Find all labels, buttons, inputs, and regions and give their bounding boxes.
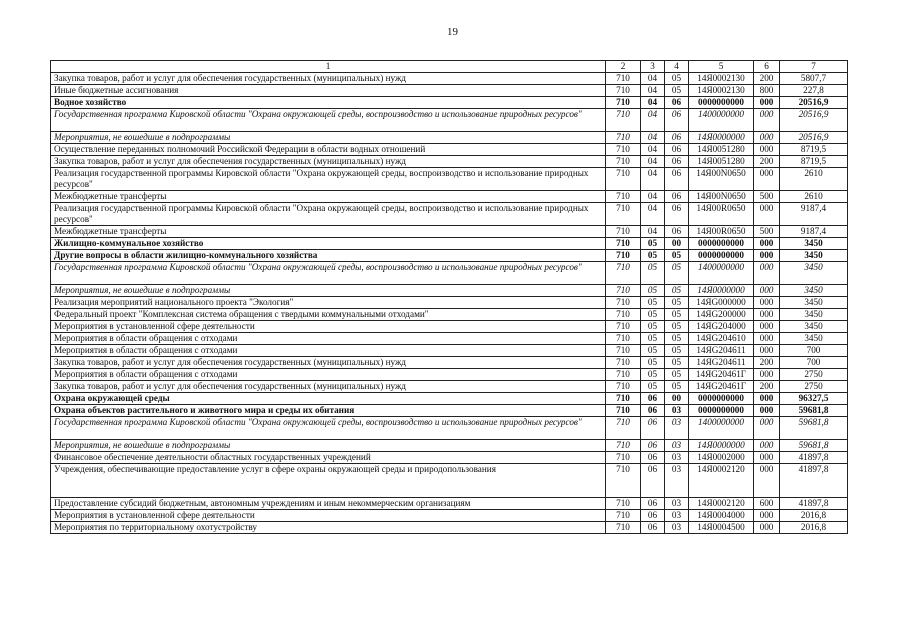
row-name-cell: Мероприятия, не вошедшие в подпрограммы <box>51 285 606 297</box>
row-code-cell: 710 <box>606 405 641 417</box>
row-target-cell: 14Я0000000 <box>689 440 754 452</box>
row-code-cell: 710 <box>606 262 641 285</box>
row-subsection-cell: 06 <box>665 191 689 203</box>
table-row <box>51 333 848 345</box>
row-amount-cell: 2016,8 <box>780 510 848 522</box>
row-amount-cell: 3450 <box>780 321 848 333</box>
row-subsection-cell: 06 <box>665 203 689 226</box>
row-name-cell: Мероприятия в области обращения с отходами <box>51 333 606 345</box>
row-expense-type-cell: 000 <box>754 297 780 309</box>
row-target-cell: 14Я0004000 <box>689 510 754 522</box>
row-name-cell: Межбюджетные трансферты <box>51 191 606 203</box>
row-target-cell: 0000000000 <box>689 250 754 262</box>
row-expense-type-cell: 000 <box>754 144 780 156</box>
row-target-cell: 14ЯG200000 <box>689 309 754 321</box>
row-expense-type-cell: 000 <box>754 203 780 226</box>
row-name-cell: Другие вопросы в области жилищно-коммунального хозяйства <box>51 250 606 262</box>
row-code-cell: 710 <box>606 522 641 534</box>
row-expense-type-cell: 200 <box>754 357 780 369</box>
table-row <box>51 168 848 191</box>
row-target-cell: 14ЯG204610 <box>689 333 754 345</box>
table-row <box>51 417 848 440</box>
row-expense-type-cell: 000 <box>754 522 780 534</box>
row-code-cell: 710 <box>606 191 641 203</box>
row-code-cell: 710 <box>606 309 641 321</box>
row-target-cell: 14ЯG204000 <box>689 321 754 333</box>
row-code-cell: 710 <box>606 297 641 309</box>
row-section-cell: 04 <box>641 132 665 144</box>
row-subsection-cell: 03 <box>665 498 689 510</box>
table-row <box>51 97 848 109</box>
row-name-cell: Мероприятия, не вошедшие в подпрограммы <box>51 440 606 452</box>
row-code-cell: 710 <box>606 369 641 381</box>
row-expense-type-cell: 000 <box>754 405 780 417</box>
row-code-cell: 710 <box>606 285 641 297</box>
row-name-cell: Водное хозяйство <box>51 97 606 109</box>
row-expense-type-cell: 200 <box>754 73 780 85</box>
table-row <box>51 309 848 321</box>
row-subsection-cell: 05 <box>665 85 689 97</box>
row-expense-type-cell: 000 <box>754 262 780 285</box>
row-expense-type-cell: 000 <box>754 238 780 250</box>
row-target-cell: 14ЯG000000 <box>689 297 754 309</box>
row-target-cell: 0000000000 <box>689 393 754 405</box>
row-code-cell: 710 <box>606 73 641 85</box>
row-code-cell: 710 <box>606 85 641 97</box>
row-amount-cell: 227,8 <box>780 85 848 97</box>
row-amount-cell: 41897,8 <box>780 464 848 498</box>
row-target-cell: 1400000000 <box>689 262 754 285</box>
row-name-cell: Закупка товаров, работ и услуг для обеспечения государственных (муниципальных) нужд <box>51 156 606 168</box>
table-row <box>51 510 848 522</box>
row-subsection-cell: 05 <box>665 345 689 357</box>
row-code-cell: 710 <box>606 203 641 226</box>
row-amount-cell: 96327,5 <box>780 393 848 405</box>
row-name-cell: Закупка товаров, работ и услуг для обеспечения государственных (муниципальных) нужд <box>51 73 606 85</box>
row-name-cell: Жилищно-коммунальное хозяйство <box>51 238 606 250</box>
row-section-cell: 06 <box>641 452 665 464</box>
table-body <box>51 73 848 534</box>
table-row <box>51 262 848 285</box>
row-name-cell: Государственная программа Кировской области "Охрана окружающей среды, воспроизводство и использование природных ресурсов" <box>51 417 606 440</box>
table-row <box>51 73 848 85</box>
row-subsection-cell: 05 <box>665 357 689 369</box>
row-subsection-cell: 00 <box>665 393 689 405</box>
row-amount-cell: 3450 <box>780 309 848 321</box>
row-code-cell: 710 <box>606 156 641 168</box>
row-amount-cell: 2610 <box>780 168 848 191</box>
row-subsection-cell: 03 <box>665 522 689 534</box>
table-row <box>51 285 848 297</box>
row-section-cell: 05 <box>641 321 665 333</box>
row-name-cell: Учреждения, обеспечивающие предоставление услуг в сфере охраны окружающей среды и природопользования <box>51 464 606 498</box>
row-code-cell: 710 <box>606 144 641 156</box>
row-name-cell: Реализация государственной программы Кировской области "Охрана окружающей среды, воспроизводство и использование природных ресурсов" <box>51 203 606 226</box>
row-name-cell: Мероприятия в установленной сфере деятельности <box>51 510 606 522</box>
row-name-cell: Мероприятия в установленной сфере деятельности <box>51 321 606 333</box>
row-target-cell: 14Я0002130 <box>689 85 754 97</box>
row-code-cell: 710 <box>606 498 641 510</box>
row-section-cell: 06 <box>641 440 665 452</box>
row-subsection-cell: 03 <box>665 417 689 440</box>
row-expense-type-cell: 000 <box>754 168 780 191</box>
page-number: 19 <box>447 26 458 38</box>
row-target-cell: 14Я0002000 <box>689 452 754 464</box>
row-section-cell: 06 <box>641 393 665 405</box>
row-name-cell: Закупка товаров, работ и услуг для обеспечения государственных (муниципальных) нужд <box>51 381 606 393</box>
column-header: 3 <box>641 61 665 73</box>
row-section-cell: 05 <box>641 250 665 262</box>
row-subsection-cell: 05 <box>665 321 689 333</box>
row-subsection-cell: 05 <box>665 369 689 381</box>
row-expense-type-cell: 000 <box>754 464 780 498</box>
row-name-cell: Предоставление субсидий бюджетным, автономным учреждениям и иным некоммерческим организациям <box>51 498 606 510</box>
row-section-cell: 05 <box>641 285 665 297</box>
row-expense-type-cell: 000 <box>754 369 780 381</box>
row-subsection-cell: 03 <box>665 510 689 522</box>
table-row <box>51 464 848 498</box>
row-subsection-cell: 06 <box>665 156 689 168</box>
row-subsection-cell: 05 <box>665 333 689 345</box>
row-section-cell: 04 <box>641 168 665 191</box>
row-code-cell: 710 <box>606 393 641 405</box>
row-section-cell: 04 <box>641 144 665 156</box>
row-amount-cell: 2750 <box>780 369 848 381</box>
row-section-cell: 06 <box>641 522 665 534</box>
row-amount-cell: 59681,8 <box>780 440 848 452</box>
row-subsection-cell: 05 <box>665 381 689 393</box>
row-section-cell: 05 <box>641 333 665 345</box>
row-subsection-cell: 03 <box>665 405 689 417</box>
row-target-cell: 14Я0004500 <box>689 522 754 534</box>
row-section-cell: 05 <box>641 238 665 250</box>
row-target-cell: 14ЯG204611 <box>689 345 754 357</box>
row-target-cell: 14Я0051280 <box>689 156 754 168</box>
row-subsection-cell: 05 <box>665 285 689 297</box>
row-subsection-cell: 06 <box>665 109 689 132</box>
row-name-cell: Реализация государственной программы Кировской области "Охрана окружающей среды, воспроизводство и использование природных ресурсов" <box>51 168 606 191</box>
row-code-cell: 710 <box>606 226 641 238</box>
row-expense-type-cell: 000 <box>754 345 780 357</box>
row-target-cell: 14Я0002120 <box>689 498 754 510</box>
row-code-cell: 710 <box>606 109 641 132</box>
row-target-cell: 14Я0002130 <box>689 73 754 85</box>
row-name-cell: Государственная программа Кировской области "Охрана окружающей среды, воспроизводство и использование природных ресурсов" <box>51 109 606 132</box>
row-code-cell: 710 <box>606 464 641 498</box>
table-row <box>51 250 848 262</box>
row-amount-cell: 3450 <box>780 238 848 250</box>
row-target-cell: 14Я00R0650 <box>689 226 754 238</box>
column-header: 5 <box>689 61 754 73</box>
row-name-cell: Охрана окружающей среды <box>51 393 606 405</box>
row-code-cell: 710 <box>606 440 641 452</box>
table-row <box>51 156 848 168</box>
row-expense-type-cell: 000 <box>754 417 780 440</box>
row-name-cell: Закупка товаров, работ и услуг для обеспечения государственных (муниципальных) нужд <box>51 357 606 369</box>
row-subsection-cell: 06 <box>665 168 689 191</box>
row-amount-cell: 20516,9 <box>780 132 848 144</box>
row-expense-type-cell: 000 <box>754 309 780 321</box>
row-amount-cell: 59681,8 <box>780 417 848 440</box>
row-name-cell: Осуществление переданных полномочий Российской Федерации в области водных отношений <box>51 144 606 156</box>
row-section-cell: 06 <box>641 417 665 440</box>
row-code-cell: 710 <box>606 97 641 109</box>
row-target-cell: 14Я00R0650 <box>689 203 754 226</box>
row-amount-cell: 3450 <box>780 333 848 345</box>
row-amount-cell: 8719,5 <box>780 144 848 156</box>
row-section-cell: 05 <box>641 369 665 381</box>
row-expense-type-cell: 000 <box>754 440 780 452</box>
row-target-cell: 14Я00N0650 <box>689 168 754 191</box>
row-section-cell: 04 <box>641 203 665 226</box>
row-amount-cell: 2016,8 <box>780 522 848 534</box>
budget-table <box>50 60 848 534</box>
row-subsection-cell: 00 <box>665 238 689 250</box>
row-amount-cell: 9187,4 <box>780 203 848 226</box>
column-header: 1 <box>51 61 606 73</box>
row-expense-type-cell: 500 <box>754 226 780 238</box>
table-row <box>51 144 848 156</box>
row-code-cell: 710 <box>606 510 641 522</box>
row-name-cell: Мероприятия, не вошедшие в подпрограммы <box>51 132 606 144</box>
column-header: 2 <box>606 61 641 73</box>
row-section-cell: 04 <box>641 73 665 85</box>
row-name-cell: Мероприятия по территориальному охотустройству <box>51 522 606 534</box>
row-subsection-cell: 06 <box>665 144 689 156</box>
row-target-cell: 1400000000 <box>689 417 754 440</box>
row-section-cell: 05 <box>641 262 665 285</box>
row-expense-type-cell: 000 <box>754 333 780 345</box>
row-subsection-cell: 06 <box>665 97 689 109</box>
row-code-cell: 710 <box>606 345 641 357</box>
row-expense-type-cell: 000 <box>754 109 780 132</box>
row-amount-cell: 700 <box>780 345 848 357</box>
row-code-cell: 710 <box>606 321 641 333</box>
row-section-cell: 05 <box>641 297 665 309</box>
row-expense-type-cell: 500 <box>754 191 780 203</box>
table-row <box>51 321 848 333</box>
row-expense-type-cell: 000 <box>754 393 780 405</box>
row-target-cell: 14Я0051280 <box>689 144 754 156</box>
table-row <box>51 85 848 97</box>
row-subsection-cell: 05 <box>665 250 689 262</box>
row-section-cell: 05 <box>641 381 665 393</box>
row-expense-type-cell: 000 <box>754 97 780 109</box>
row-subsection-cell: 05 <box>665 262 689 285</box>
table-row <box>51 191 848 203</box>
row-subsection-cell: 05 <box>665 297 689 309</box>
table-row <box>51 369 848 381</box>
table-row <box>51 132 848 144</box>
table-row <box>51 226 848 238</box>
row-expense-type-cell: 000 <box>754 452 780 464</box>
row-target-cell: 14Я0002120 <box>689 464 754 498</box>
row-section-cell: 04 <box>641 191 665 203</box>
row-amount-cell: 3450 <box>780 297 848 309</box>
row-section-cell: 04 <box>641 109 665 132</box>
row-expense-type-cell: 200 <box>754 156 780 168</box>
table-row <box>51 440 848 452</box>
row-expense-type-cell: 000 <box>754 321 780 333</box>
row-expense-type-cell: 000 <box>754 132 780 144</box>
row-amount-cell: 3450 <box>780 262 848 285</box>
row-subsection-cell: 05 <box>665 309 689 321</box>
table-row <box>51 345 848 357</box>
row-subsection-cell: 03 <box>665 452 689 464</box>
row-name-cell: Государственная программа Кировской области "Охрана окружающей среды, воспроизводство и использование природных ресурсов" <box>51 262 606 285</box>
row-expense-type-cell: 600 <box>754 498 780 510</box>
row-section-cell: 06 <box>641 510 665 522</box>
header-row <box>51 61 848 73</box>
row-code-cell: 710 <box>606 381 641 393</box>
row-amount-cell: 3450 <box>780 285 848 297</box>
row-subsection-cell: 03 <box>665 440 689 452</box>
row-amount-cell: 8719,5 <box>780 156 848 168</box>
row-subsection-cell: 05 <box>665 73 689 85</box>
row-target-cell: 14Я00N0650 <box>689 191 754 203</box>
row-name-cell: Финансовое обеспечение деятельности областных государственных учреждений <box>51 452 606 464</box>
row-code-cell: 710 <box>606 333 641 345</box>
row-target-cell: 0000000000 <box>689 97 754 109</box>
row-amount-cell: 5807,7 <box>780 73 848 85</box>
column-header: 7 <box>780 61 848 73</box>
row-amount-cell: 2750 <box>780 381 848 393</box>
table-row <box>51 498 848 510</box>
row-target-cell: 14ЯG20461Г <box>689 381 754 393</box>
row-code-cell: 710 <box>606 238 641 250</box>
row-section-cell: 04 <box>641 97 665 109</box>
row-code-cell: 710 <box>606 452 641 464</box>
row-expense-type-cell: 000 <box>754 250 780 262</box>
row-name-cell: Мероприятия в области обращения с отходами <box>51 369 606 381</box>
row-section-cell: 06 <box>641 405 665 417</box>
row-code-cell: 710 <box>606 417 641 440</box>
row-amount-cell: 3450 <box>780 250 848 262</box>
row-expense-type-cell: 800 <box>754 85 780 97</box>
row-amount-cell: 20516,9 <box>780 97 848 109</box>
row-subsection-cell: 03 <box>665 464 689 498</box>
row-code-cell: 710 <box>606 168 641 191</box>
row-name-cell: Мероприятия в области обращения с отходами <box>51 345 606 357</box>
row-section-cell: 04 <box>641 156 665 168</box>
row-target-cell: 14Я0000000 <box>689 132 754 144</box>
column-header: 6 <box>754 61 780 73</box>
table-row <box>51 238 848 250</box>
row-name-cell: Иные бюджетные ассигнования <box>51 85 606 97</box>
row-section-cell: 04 <box>641 85 665 97</box>
row-target-cell: 14ЯG20461Г <box>689 369 754 381</box>
row-amount-cell: 59681,8 <box>780 405 848 417</box>
row-name-cell: Охрана объектов растительного и животного мира и среды их обитания <box>51 405 606 417</box>
table-row <box>51 357 848 369</box>
table-row <box>51 381 848 393</box>
row-amount-cell: 9187,4 <box>780 226 848 238</box>
row-section-cell: 05 <box>641 309 665 321</box>
table-row <box>51 452 848 464</box>
row-subsection-cell: 06 <box>665 226 689 238</box>
row-target-cell: 14ЯG204611 <box>689 357 754 369</box>
row-amount-cell: 700 <box>780 357 848 369</box>
table-row <box>51 405 848 417</box>
row-target-cell: 0000000000 <box>689 238 754 250</box>
row-section-cell: 04 <box>641 226 665 238</box>
column-header: 4 <box>665 61 689 73</box>
row-name-cell: Реализация мероприятий национального проекта "Экология" <box>51 297 606 309</box>
row-amount-cell: 2610 <box>780 191 848 203</box>
row-section-cell: 05 <box>641 357 665 369</box>
row-target-cell: 14Я0000000 <box>689 285 754 297</box>
table-row <box>51 522 848 534</box>
row-name-cell: Межбюджетные трансферты <box>51 226 606 238</box>
table-row <box>51 203 848 226</box>
table-row <box>51 393 848 405</box>
row-code-cell: 710 <box>606 250 641 262</box>
row-code-cell: 710 <box>606 357 641 369</box>
row-amount-cell: 41897,8 <box>780 452 848 464</box>
row-section-cell: 06 <box>641 498 665 510</box>
table-row <box>51 297 848 309</box>
row-section-cell: 05 <box>641 345 665 357</box>
row-expense-type-cell: 000 <box>754 285 780 297</box>
row-amount-cell: 41897,8 <box>780 498 848 510</box>
row-target-cell: 1400000000 <box>689 109 754 132</box>
row-name-cell: Федеральный проект "Комплексная система обращения с твердыми коммунальными отходами" <box>51 309 606 321</box>
row-subsection-cell: 06 <box>665 132 689 144</box>
table-row <box>51 109 848 132</box>
row-expense-type-cell: 200 <box>754 381 780 393</box>
row-amount-cell: 20516,9 <box>780 109 848 132</box>
row-target-cell: 0000000000 <box>689 405 754 417</box>
row-expense-type-cell: 000 <box>754 510 780 522</box>
row-section-cell: 06 <box>641 464 665 498</box>
row-code-cell: 710 <box>606 132 641 144</box>
